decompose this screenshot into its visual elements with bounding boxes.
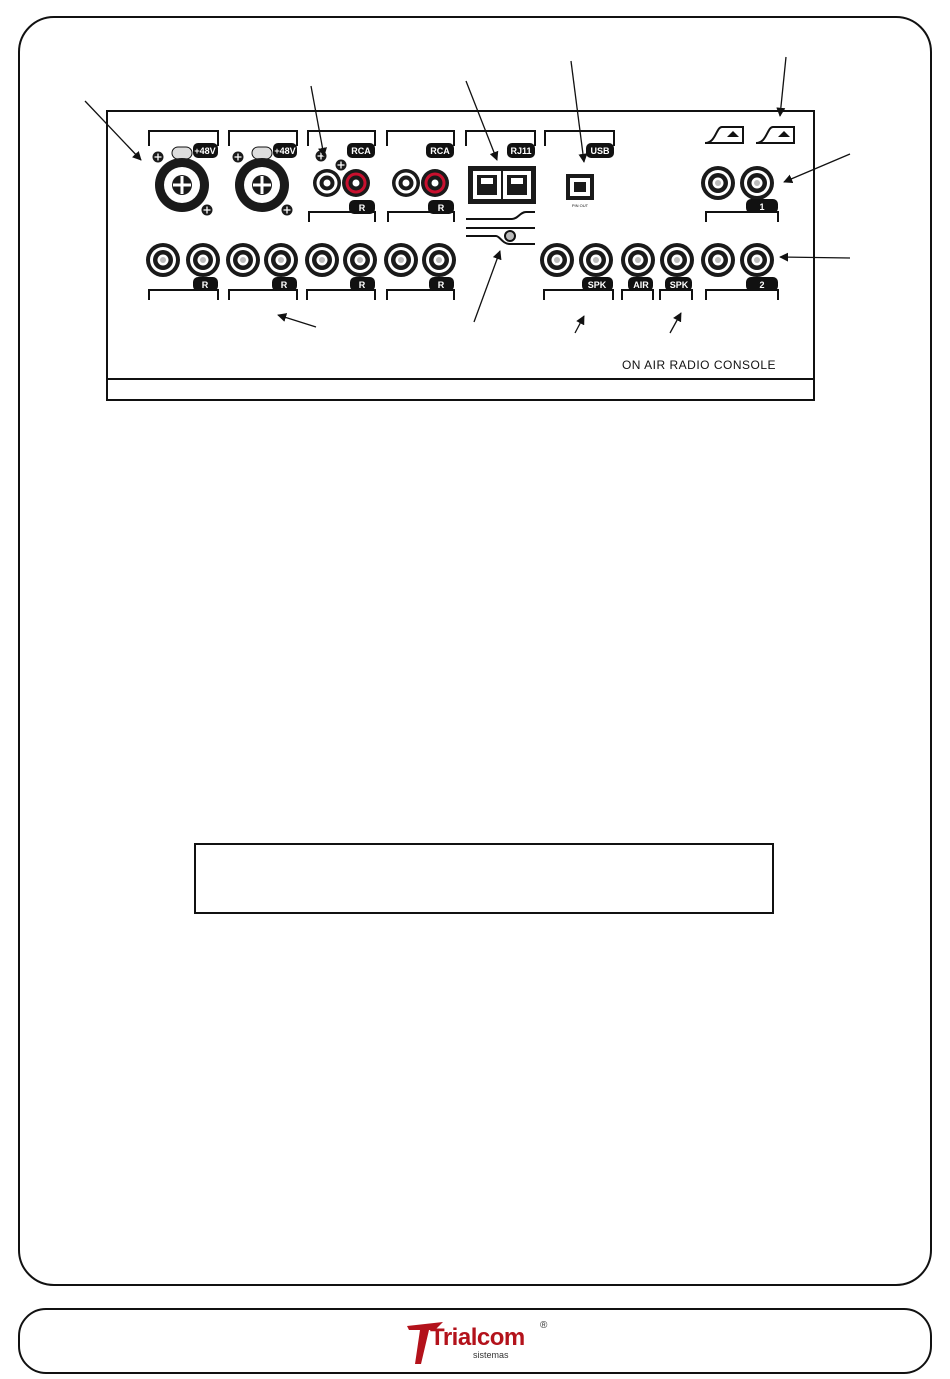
rca2-r-label: R [437,203,445,213]
rca2-label: RCA [430,146,450,156]
rca1-r-label: R [358,203,366,213]
caption-box [194,843,774,914]
logo-registered-mark: ® [540,1320,548,1331]
output-1-label: 1 [759,202,765,212]
mic1-phantom-label: +48V [194,146,216,156]
output-2-label: 2 [759,280,765,290]
logo-name: Trialcom [430,1324,525,1351]
rj11-label: RJ11 [510,146,532,156]
line-input-1-r-label: R [201,280,209,290]
spk2-label: SPK [669,280,689,290]
rear-panel-diagram [0,0,950,420]
logo-subtitle: sistemas [473,1350,509,1360]
rj11-ports [468,166,536,204]
rca1-label: RCA [351,146,371,156]
usb-pinout-caption: PIN OUT [571,203,589,208]
spk-label: SPK [587,280,607,290]
line-input-4-r-label: R [437,280,445,290]
line-input-3-r-label: R [358,280,366,290]
usb-label: USB [590,146,610,156]
mic2-phantom-label: +48V [274,146,296,156]
air-label: AIR [633,280,649,290]
line-input-2-r-label: R [280,280,288,290]
trialcom-logo [405,1320,565,1370]
panel-brand-label: ON AIR RADIO CONSOLE [621,358,776,372]
